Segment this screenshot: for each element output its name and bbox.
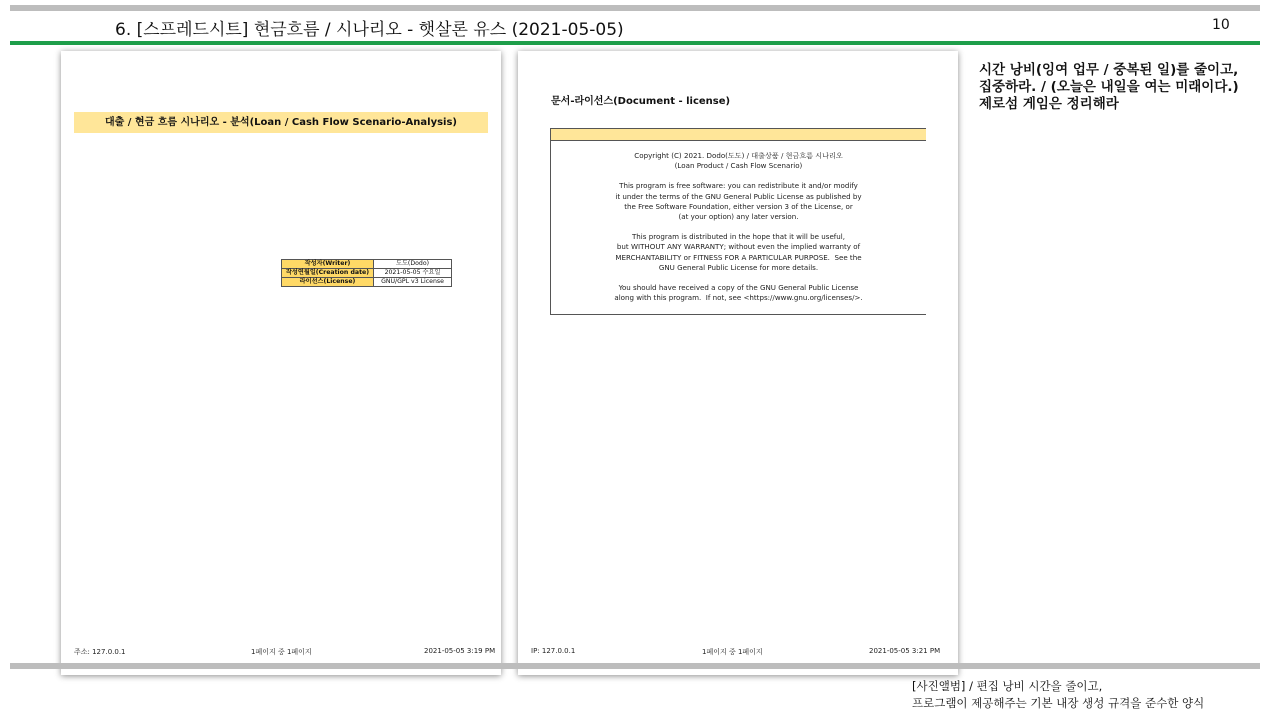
license-copy-notice: You should have received a copy of the GNU General Public License along with this program. If not, see <https://www.gnu.org/licenses/>. <box>614 283 863 303</box>
slide-title: 6. [스프레드시트] 현금흐름 / 시나리오 - 햇살론 유스 (2021-05-05) <box>115 20 624 40</box>
table-row <box>282 269 452 278</box>
document-info-table <box>281 259 452 287</box>
document-page-cover <box>61 51 501 675</box>
license-heading: 문서-라이선스(Document - license) <box>551 96 731 107</box>
caption-line: 프로그램이 제공해주는 기본 내장 생성 규격을 준수한 양식 <box>912 696 1205 710</box>
info-value: 2021-05-05 수요일 <box>374 269 452 278</box>
footer-timestamp: 2021-05-05 3:19 PM <box>424 647 496 655</box>
footer-page-count: 1페이지 중 1페이지 <box>251 648 312 656</box>
info-key: 작성연월일(Creation date) <box>282 269 374 278</box>
footer-timestamp: 2021-05-05 3:21 PM <box>869 647 941 655</box>
side-note <box>979 62 1269 113</box>
table-row <box>282 278 452 287</box>
license-box <box>550 141 926 315</box>
bottom-divider <box>10 663 1260 669</box>
footer-page-count: 1페이지 중 1페이지 <box>702 648 763 656</box>
footer-address: 주소: 127.0.0.1 <box>74 648 126 656</box>
info-value: 도도(Dodo) <box>374 260 452 269</box>
info-value: GNU/GPL v3 License <box>374 278 452 287</box>
slide-caption <box>912 678 1204 712</box>
side-note-line: 집중하라. / (오늘은 내일을 여는 미래이다.) <box>979 79 1239 95</box>
side-note-line: 제로섬 게임은 정리해라 <box>979 96 1119 112</box>
info-key: 작성자(Writer) <box>282 260 374 269</box>
license-copyright: Copyright (C) 2021. Dodo(도도) / 대출상품 / 현금흐름 시나리오 (Loan Product / Cash Flow Scenario) <box>634 151 843 171</box>
cover-banner: 대출 / 현금 흐름 시나리오 - 분석(Loan / Cash Flow Scenario-Analysis) <box>74 112 488 133</box>
info-key: 라이선스(License) <box>282 278 374 287</box>
license-warranty: This program is distributed in the hope that it will be useful, but WITHOUT ANY WARRANTY; without even the implied warranty of MERCHANTABILITY or FITNESS FOR A PARTICULAR PURPOSE. See the GNU General Public License for more details. <box>615 232 862 272</box>
slide-page-number: 10 <box>1212 17 1230 33</box>
table-row <box>282 260 452 269</box>
side-note-line: 시간 낭비(잉여 업무 / 중복된 일)를 줄이고, <box>979 62 1239 78</box>
footer-ip: IP: 127.0.0.1 <box>531 647 576 655</box>
caption-line: [사진앨범] / 편집 낭비 시간을 줄이고, <box>912 679 1103 693</box>
title-underline <box>10 41 1260 45</box>
document-page-license <box>518 51 958 675</box>
top-divider <box>10 5 1260 11</box>
license-terms: This program is free software: you can redistribute it and/or modify it under the terms of the GNU General Public License as published by the Free Software Foundation, either version 3 of the License, or (at your option) any later version. <box>615 181 862 222</box>
license-header-bar <box>550 128 926 141</box>
